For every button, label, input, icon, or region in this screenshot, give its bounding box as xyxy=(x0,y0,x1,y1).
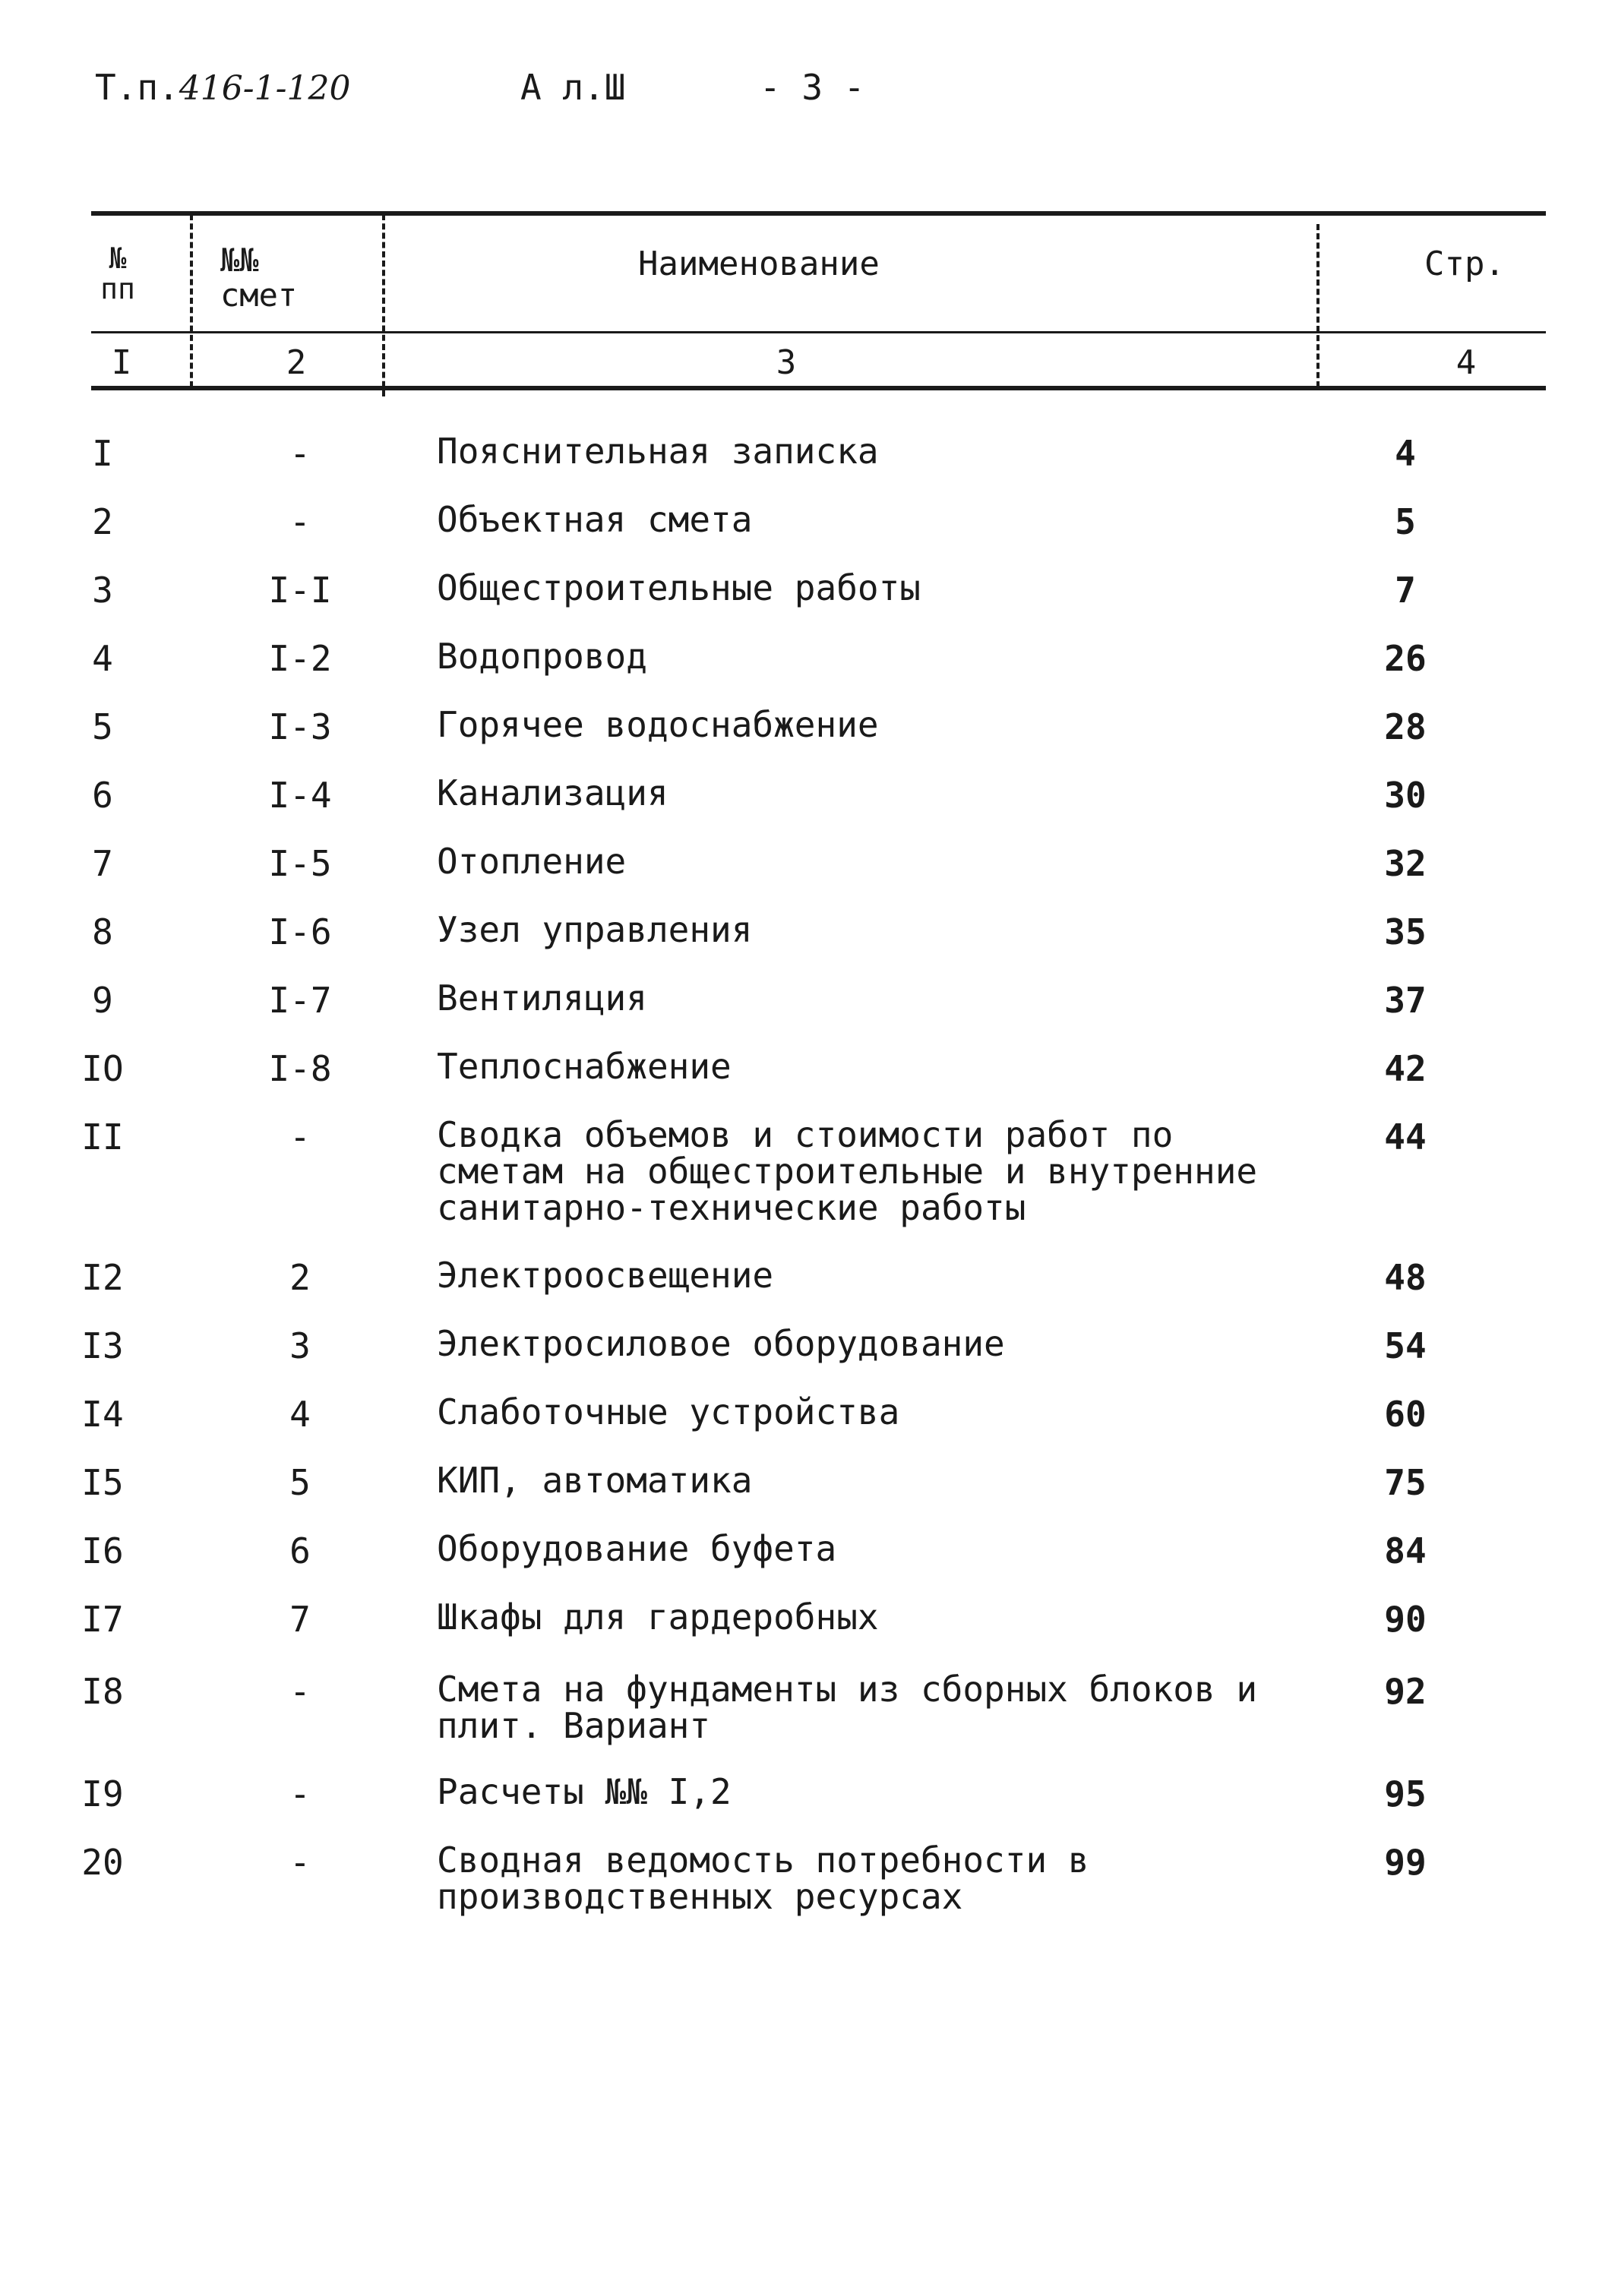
page-number: - 3 - xyxy=(760,67,865,108)
row-estimate: - xyxy=(289,433,311,474)
row-number: II xyxy=(81,1116,124,1157)
row-number: I8 xyxy=(81,1671,124,1712)
row-name: Смета на фундаменты из сборных блоков и плит. Вариант xyxy=(437,1669,1258,1746)
header-col-num: № пп xyxy=(100,242,135,305)
row-estimate: - xyxy=(289,1116,311,1157)
row-estimate: 5 xyxy=(289,1462,311,1503)
header-col-page: Стр. xyxy=(1424,245,1505,283)
row-page: 95 xyxy=(1384,1773,1427,1814)
header-num-4: 4 xyxy=(1455,343,1477,382)
row-name: Шкафы для гардеробных xyxy=(437,1596,879,1638)
row-page: 42 xyxy=(1384,1048,1427,1089)
row-number: I3 xyxy=(81,1325,124,1366)
row-page: 32 xyxy=(1384,843,1427,884)
row-page: 84 xyxy=(1384,1530,1427,1571)
row-number: I4 xyxy=(81,1394,124,1435)
header-num-3: 3 xyxy=(776,343,797,382)
header-sep-1 xyxy=(190,214,193,387)
row-number: 5 xyxy=(92,706,113,747)
row-page: 28 xyxy=(1384,706,1427,747)
row-name: Электросиловое оборудование xyxy=(437,1323,1005,1364)
header-sep-2 xyxy=(382,214,385,396)
header-bottom-rule xyxy=(91,386,1546,390)
row-estimate: I-5 xyxy=(268,843,332,884)
row-number: 3 xyxy=(92,570,113,611)
row-name: Канализация xyxy=(437,772,668,813)
row-estimate: 6 xyxy=(289,1530,311,1571)
row-name: Вентиляция xyxy=(437,977,647,1019)
row-name: Оборудование буфета xyxy=(437,1528,837,1569)
row-page: 48 xyxy=(1384,1257,1427,1298)
doc-header-prefix xyxy=(95,67,350,108)
row-number: I7 xyxy=(81,1599,124,1640)
doc-code: 416-1-120 xyxy=(179,69,351,108)
row-number: 2 xyxy=(92,501,113,542)
header-num-1: I xyxy=(111,343,132,382)
row-name: Общестроительные работы xyxy=(437,567,921,608)
row-name: Слаботочные устройства xyxy=(437,1391,900,1432)
row-estimate: 3 xyxy=(289,1325,311,1366)
row-estimate: 7 xyxy=(289,1599,311,1640)
row-page: 60 xyxy=(1384,1394,1427,1435)
row-page: 35 xyxy=(1384,911,1427,952)
album-label: А л.Ш xyxy=(520,67,626,108)
table-top-rule xyxy=(91,211,1546,216)
row-name: Узел управления xyxy=(437,909,753,950)
row-estimate: I-2 xyxy=(268,638,332,679)
row-page: 7 xyxy=(1395,570,1416,611)
row-page: 54 xyxy=(1384,1325,1427,1366)
row-page: 92 xyxy=(1384,1671,1427,1712)
header-col-name: Наименование xyxy=(638,245,880,283)
row-estimate: I-6 xyxy=(268,911,332,952)
row-number: 8 xyxy=(92,911,113,952)
row-page: 4 xyxy=(1395,433,1416,474)
row-name: Сводная ведомость потребности в производственных ресурсах xyxy=(437,1840,1089,1917)
row-estimate: I-8 xyxy=(268,1048,332,1089)
row-estimate: - xyxy=(289,1671,311,1712)
row-name: Водопровод xyxy=(437,636,647,677)
row-name: Расчеты №№ I,2 xyxy=(437,1771,732,1812)
row-page: 30 xyxy=(1384,775,1427,816)
row-page: 37 xyxy=(1384,980,1427,1021)
row-estimate: I-4 xyxy=(268,775,332,816)
header-col-estimate: №№ смет xyxy=(220,242,298,314)
row-page: 90 xyxy=(1384,1599,1427,1640)
row-number: IO xyxy=(81,1048,124,1089)
row-name: Теплоснабжение xyxy=(437,1046,732,1087)
row-estimate: 2 xyxy=(289,1257,311,1298)
row-name: Сводка объемов и стоимости работ по сметам на общестроительные и внутренние санитарно-технические работы xyxy=(437,1114,1258,1228)
row-estimate: I-3 xyxy=(268,706,332,747)
row-page: 99 xyxy=(1384,1842,1427,1883)
row-number: 6 xyxy=(92,775,113,816)
header-num-2: 2 xyxy=(286,343,307,382)
row-page: 75 xyxy=(1384,1462,1427,1503)
row-page: 44 xyxy=(1384,1116,1427,1157)
row-estimate: I-I xyxy=(268,570,332,611)
doc-prefix: Т.п. xyxy=(95,67,179,108)
header-sep-3 xyxy=(1316,224,1319,387)
row-number: 4 xyxy=(92,638,113,679)
row-name: КИП, автоматика xyxy=(437,1460,753,1501)
header-mid-rule xyxy=(91,331,1546,333)
row-number: I xyxy=(92,433,113,474)
row-number: 9 xyxy=(92,980,113,1021)
row-name: Отопление xyxy=(437,841,627,882)
row-estimate: 4 xyxy=(289,1394,311,1435)
row-page: 5 xyxy=(1395,501,1416,542)
row-estimate: - xyxy=(289,1842,311,1883)
row-number: I6 xyxy=(81,1530,124,1571)
row-estimate: - xyxy=(289,1773,311,1814)
row-name: Объектная смета xyxy=(437,499,753,540)
row-estimate: I-7 xyxy=(268,980,332,1021)
row-name: Пояснительная записка xyxy=(437,431,879,472)
row-name: Горячее водоснабжение xyxy=(437,704,879,745)
row-name: Электроосвещение xyxy=(437,1255,774,1296)
row-number: 20 xyxy=(81,1842,124,1883)
row-number: 7 xyxy=(92,843,113,884)
row-number: I9 xyxy=(81,1773,124,1814)
row-estimate: - xyxy=(289,501,311,542)
row-number: I5 xyxy=(81,1462,124,1503)
row-page: 26 xyxy=(1384,638,1427,679)
row-number: I2 xyxy=(81,1257,124,1298)
